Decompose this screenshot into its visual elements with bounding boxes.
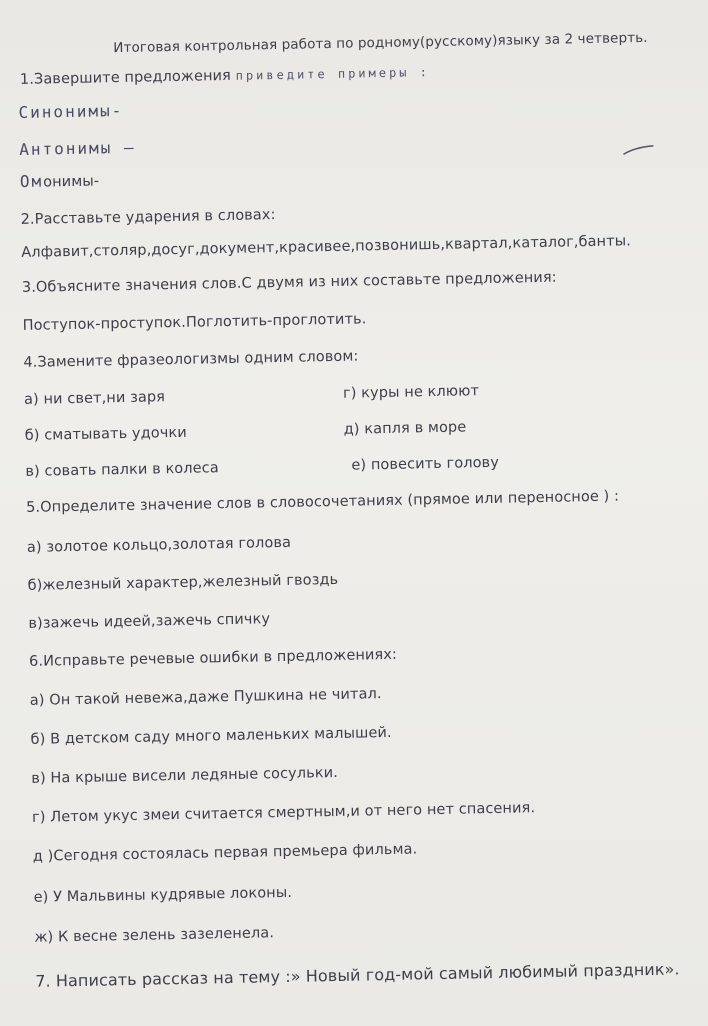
task7-text: 7. Написать рассказ на тему :» Новый год-мой самый любимый праздник». xyxy=(35,959,680,991)
task4-item-e: е) повесить голову xyxy=(351,454,500,474)
task2-heading: 2.Расставьте ударения в словах: xyxy=(20,207,276,228)
task4-item-d: д) капля в море xyxy=(343,419,467,438)
task6-item-v: в) На крыше висели ледяные сосульки. xyxy=(31,764,339,787)
task5-item-a: а) золотое кольцо,золотая голова xyxy=(26,534,292,556)
task4-item-g: г) куры не клюют xyxy=(342,383,480,402)
task4-item-b: б) сматывать удочки xyxy=(24,424,187,444)
task1-line-tail: – xyxy=(112,137,136,158)
task1-line-hand: Ом xyxy=(19,171,44,191)
task1-line-antonyms xyxy=(19,138,136,159)
task1-line-tail: онимы- xyxy=(43,173,100,191)
task1-line-homonyms xyxy=(20,170,100,191)
task3-words: Поступок-проступок.Поглотить-проглотить. xyxy=(22,311,367,334)
task5-item-v: в)зажечь идеей,зажечь спичку xyxy=(28,611,271,632)
task6-item-zh: ж) К весне зелень зазеленела. xyxy=(34,925,275,946)
task1-heading xyxy=(20,64,430,88)
task3-heading: 3.Объясните значения слов.С двумя из них составьте предложения: xyxy=(21,269,557,296)
task6-heading: 6.Исправьте речевые ошибки в предложениях: xyxy=(28,646,398,670)
task4-item-v: в) совать палки в колеса xyxy=(25,460,219,480)
task1-printed: 1.Завершите предложения xyxy=(19,67,232,88)
worksheet-title: Итоговая контрольная работа по родному(русскому)языку за 2 четверть. xyxy=(113,29,648,57)
pen-stroke-mark xyxy=(621,143,657,158)
task6-item-e: е) У Мальвины кудрявые локоны. xyxy=(33,884,293,906)
task2-words: Алфавит,столяр,досуг,документ,красивее,позвонишь,квартал,каталог,банты. xyxy=(21,233,632,261)
task4-item-a: а) ни свет,ни заря xyxy=(23,389,166,408)
task6-item-d: д )Сегодня состоялась первая премьера фильма. xyxy=(32,841,418,865)
task4-heading: 4.Замените фразеологизмы одним словом: xyxy=(23,348,359,371)
task1-line-synonyms xyxy=(18,101,123,122)
task6-item-a: а) Он такой невежа,даже Пушкина не читал. xyxy=(29,686,382,709)
task6-item-b: б) В детском саду много маленьких малышей. xyxy=(30,724,392,748)
task1-line-hand: Синонимы xyxy=(18,101,112,122)
task6-item-g: г) Летом укус змеи считается смертным,и от него нет спасения. xyxy=(31,800,536,826)
task1-line-hand: Антонимы xyxy=(19,138,113,159)
task1-line-tail: - xyxy=(111,100,124,121)
task5-heading: 5.Определите значение слов в словосочетаниях (прямое или переносное ) : xyxy=(25,488,620,516)
task1-handwritten: приведите примеры : xyxy=(235,65,431,83)
task5-item-b: б)железный характер,железный гвоздь xyxy=(27,571,339,594)
